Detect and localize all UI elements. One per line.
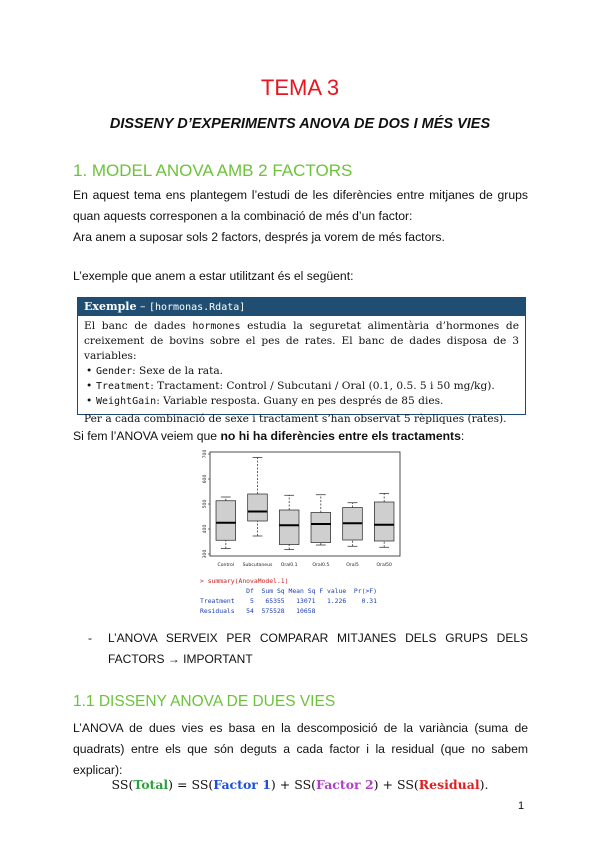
page-number: 1	[518, 800, 525, 812]
example-intro-a: El banc de dades	[84, 320, 193, 332]
y-tick-label: 500	[203, 499, 208, 509]
x-tick-label: Oral0.1	[280, 563, 298, 568]
box	[311, 513, 331, 543]
paragraph-intro	[73, 185, 528, 248]
r-table-header: Df Sum Sq Mean Sq F value Pr(>F)	[200, 587, 377, 595]
document-subtitle: DISSENY D’EXPERIMENTS ANOVA DE DOS I MÉS VIES	[109, 116, 491, 132]
r-table-row: Residuals 54 575528 10658	[200, 607, 316, 615]
example-label: Exemple	[84, 300, 137, 313]
paragraph-two-way: L’ANOVA de dues vies es basa en la descomposició de la variància (suma de quadrats) entre els que són deguts a cada factor i la residual (que no sabem explicar):	[73, 721, 528, 777]
anova-text-before: Si fem l’ANOVA veiem que	[73, 429, 221, 443]
x-tick-label: Oral5	[346, 563, 359, 568]
document-title: TEMA 3	[260, 75, 340, 100]
formula-text: ) = SS(	[168, 777, 214, 792]
variable-item	[96, 379, 519, 394]
y-tick-label: 400	[203, 524, 208, 534]
formula-text: ).	[479, 777, 489, 792]
y-tick-label: 700	[203, 450, 208, 459]
variable-list	[84, 364, 519, 409]
y-tick-label: 300	[203, 549, 208, 559]
formula-text: SS(	[111, 777, 134, 792]
section-heading-1-1: 1.1 DISSENY ANOVA DE DUES VIES	[73, 693, 336, 710]
example-file: [hormonas.Rdata]	[148, 302, 246, 313]
x-tick-label: Oral0.5	[312, 563, 330, 568]
r-output	[200, 577, 377, 615]
variable-name: Gender	[96, 366, 133, 377]
intro-text-1: En aquest tema ens plantegem l’estudi de les diferències entre mitjanes de grups quan aquests corresponen a la combinació de més d’un factor:	[73, 188, 528, 223]
formula-total: Total	[133, 777, 169, 792]
y-tick-label: 600	[203, 474, 208, 484]
variable-item	[96, 394, 519, 409]
paragraph-anova-result	[73, 426, 528, 447]
example-footer: Per a cada combinació de sexe i tractament s’han observat 5 rèpliques (rates).	[84, 413, 507, 425]
ss-formula	[0, 777, 600, 792]
r-command: > summary(AnovaModel.1)	[200, 577, 289, 585]
paragraph-example-intro: L’exemple que anem a estar utilitzant és el següent:	[73, 269, 354, 283]
example-dataset-name: hormones	[192, 321, 241, 332]
y-axis-ticks	[202, 450, 210, 558]
variable-name: WeightGain	[96, 396, 157, 407]
section-heading-1: 1. MODEL ANOVA AMB 2 FACTORS	[73, 161, 353, 180]
example-dash: –	[136, 300, 149, 313]
formula-text: ) + SS(	[270, 777, 317, 792]
x-axis-ticks	[218, 562, 392, 568]
boxplot-figure	[196, 450, 408, 616]
intro-text-2: Ara anem a suposar sols 2 factors, després ja vorem de més factors.	[73, 230, 445, 244]
formula-residual: Residual	[418, 777, 480, 792]
variable-desc: : Sexe de la rata.	[132, 365, 224, 377]
x-tick-label: Oral50	[376, 563, 392, 568]
box	[279, 510, 299, 545]
variable-desc: : Variable resposta. Guany en pes després de 85 dies.	[156, 395, 444, 407]
x-tick-label: Subcutaneus	[242, 563, 273, 568]
formula-factor1: Factor 1	[213, 777, 271, 792]
box	[216, 501, 236, 541]
example-box-body	[78, 316, 525, 427]
example-intro	[84, 319, 519, 364]
bullet-important: L’ANOVA SERVEIX PER COMPARAR MITJANES DELS GRUPS DELS FACTORS → IMPORTANT	[108, 631, 528, 666]
bullet-dash: -	[88, 631, 92, 645]
variable-name: Treatment	[96, 381, 151, 392]
x-tick-label: Control	[217, 563, 235, 568]
example-box-header	[78, 298, 525, 316]
r-table-row: Treatment 5 65355 13071 1.226 0.31	[200, 597, 377, 605]
formula-text: ) + SS(	[373, 777, 419, 792]
box	[374, 502, 394, 541]
example-intro-b: estudia la seguretat alimentària d’hormones de creixement de bovins sobre el pes de rates. El banc de dades disposa de 3 variables:	[84, 320, 519, 362]
box	[248, 494, 268, 521]
plot-area	[210, 452, 400, 556]
example-box	[77, 297, 526, 425]
formula-factor2: Factor 2	[316, 777, 374, 792]
variable-desc: : Tractament: Control / Subcutani / Oral (0.1, 0.5. 5 i 50 mg/kg).	[150, 380, 495, 392]
anova-text-bold: no hi ha diferències entre els tractaments	[220, 429, 461, 443]
anova-text-after: :	[460, 429, 465, 443]
variable-item	[96, 364, 519, 379]
